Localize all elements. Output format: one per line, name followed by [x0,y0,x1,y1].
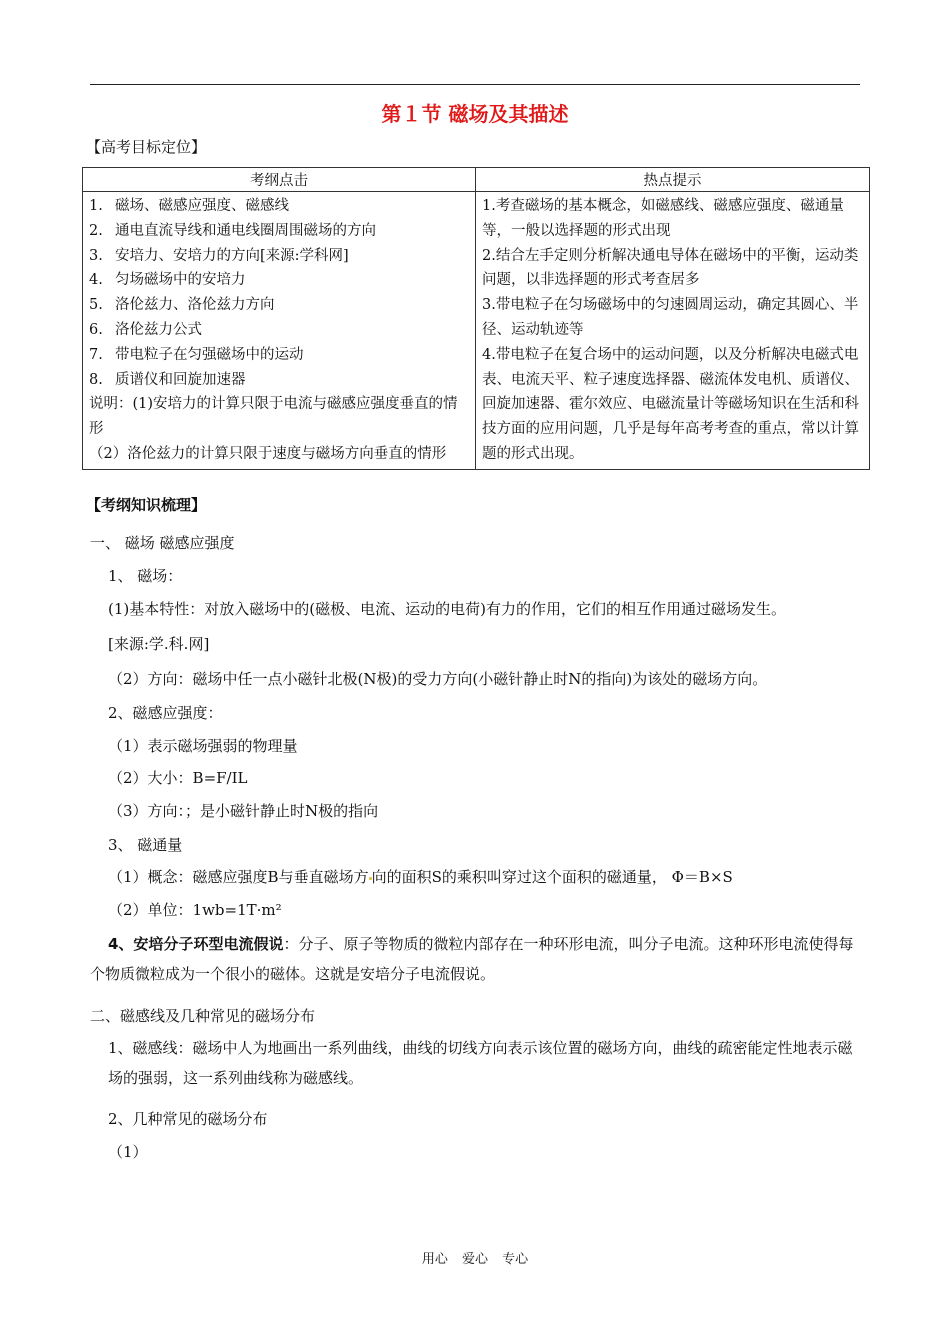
hot-tips-cell [476,192,870,470]
paragraph: （2）方向：磁场中任一点小磁针北极(N极)的受力方向(小磁针静止时N的指向)为该处的磁场方向。 [108,670,768,688]
paragraph: （1） [108,1143,148,1161]
list-item: 4. 匀场磁场中的安培力 [89,272,246,289]
paragraph: （2）单位：1wb=1T·m² [108,901,282,919]
table-header-left: 考纲点击 [83,168,476,192]
paragraph: （1）概念：磁感应强度B与垂直磁场方 向的面积S的乘积叫穿过这个面积的磁通量， Φ＝B×S [108,868,733,886]
subheading-magnetic-field: 1、 磁场： [108,567,183,585]
page-title: 第１节 磁场及其描述 [381,102,569,126]
note-2: （2）洛伦兹力的计算只限于速度与磁场方向垂直的情形 [89,445,447,462]
list-item: 1. 磁场、磁感应强度、磁感线 [89,198,289,214]
list-item: 5. 洛伦兹力、洛伦兹力方向 [89,297,275,314]
subheading-induction: 2、磁感应强度： [108,704,223,722]
paragraph-field-lines: 1、磁感线：磁场中人为地画出一系列曲线，曲线的切线方向表示该位置的磁场方向，曲线的疏密能定性地表示磁场的强弱，这一系列曲线称为磁感线。 [108,1039,853,1087]
list-item: 3. 安培力、安培力的方向[来源:学科网] [89,247,349,264]
table-header-right: 热点提示 [476,168,870,192]
section-2-heading: 二、磁感线及几种常见的磁场分布 [90,1007,316,1025]
list-item: 6. 洛伦兹力公式 [89,321,202,338]
list-item: 1.考查磁场的基本概念，如磁感线、磁感应强度、磁通量等，一般以选择题的形式出现 [482,198,844,239]
paragraph: （1）表示磁场强弱的物理量 [108,737,298,755]
section-1-heading: 一、 磁场 磁感应强度 [90,534,235,552]
list-item: 8. 质谱仪和回旋加速器 [89,371,246,388]
goal-table [82,167,870,470]
list-item: 3.带电粒子在匀场磁场中的匀速圆周运动，确定其圆心、半径、运动轨迹等 [482,297,859,338]
subheading-field-distribution: 2、几种常见的磁场分布 [108,1110,268,1128]
paragraph-ampere-hypothesis: 4、安培分子环型电流假说：分子、原子等物质的微粒内部存在一种环形电流，叫分子电流。这种环形电流使得每个物质微粒成为一个很小的磁体。这就是安培分子电流假说。 [90,935,854,983]
list-item: 2. 通电直流导线和通电线圈周围磁场的方向 [89,222,376,239]
list-item: 2.结合左手定则分析解决通电导体在磁场中的平衡，运动类问题，以非选择题的形式考查居多 [482,247,859,289]
paragraph: (1)基本特性：对放入磁场中的(磁极、电流、运动的电荷)有力的作用，它们的相互作用通过磁场发生。 [108,600,786,618]
list-item: 7. 带电粒子在匀强磁场中的运动 [89,346,304,363]
goal-heading: 【高考目标定位】 [86,138,207,156]
source-note: [来源:学.科.网] [108,635,210,653]
page-footer: 用心 爱心 专心 [421,1252,529,1267]
subheading-flux: 3、 磁通量 [108,836,183,854]
knowledge-heading: 【考纲知识梳理】 [86,496,207,514]
note-1: 说明：(1)安培力的计算只限于电流与磁感应强度垂直的情形 [89,396,458,438]
header-rule [90,84,860,85]
paragraph: （2）大小：B=F/IL [108,769,248,787]
paragraph: （3）方向：；是小磁针静止时N极的指向 [108,802,379,820]
list-item: 4.带电粒子在复合场中的运动问题，以及分析解决电磁式电表、电流天平、粒子速度选择器、磁流体发电机、质谱仪、回旋加速器、霍尔效应、电磁流量计等磁场知识在生活和科技方面的应用问题，几乎是每年高考考查的重点，常以计算题的形式出现。 [482,346,859,462]
exam-points-cell [83,192,476,470]
